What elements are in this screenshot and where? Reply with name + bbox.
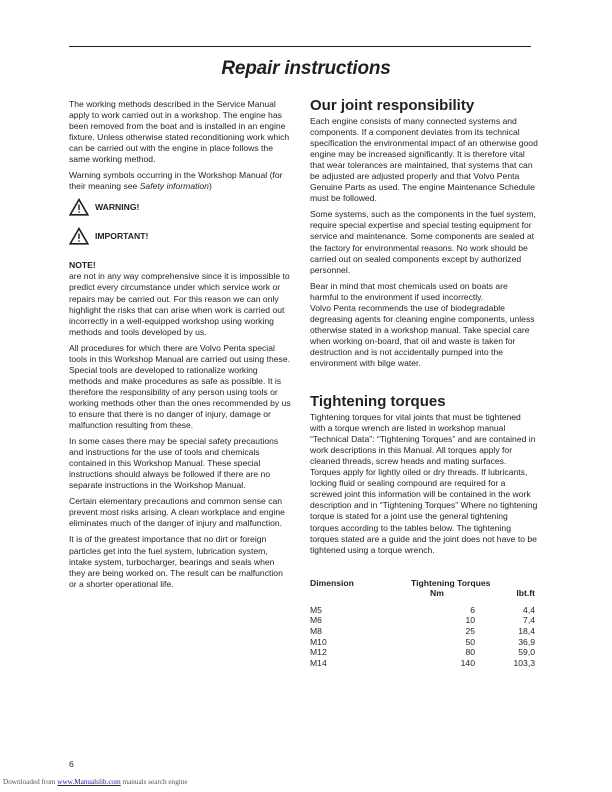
note-paragraph: are not in any way comprehensive since it is impossible to predict every circumstance under which service work or repairs may be carried out. For this reason we can only highlight the risks that can arise when work is carried out incorrectly in a well-equipped workshop using working methods and tools developed by us.: [69, 271, 290, 337]
footer-suffix: manuals search engine: [120, 778, 188, 786]
torque-table-subheader-row: [310, 588, 535, 599]
page-number: 6: [69, 759, 74, 769]
cell-lbft: 4,4: [523, 604, 535, 615]
tightening-torques-heading: Tightening torques: [310, 393, 446, 411]
header-nm: Nm: [430, 588, 444, 599]
warning-symbols-paragraph: [69, 170, 291, 192]
right-column: [310, 97, 538, 668]
footer-prefix: Downloaded from: [3, 778, 58, 786]
warning-triangle-icon: [69, 198, 89, 216]
common-sense-paragraph: Certain elementary precautions and common sense can prevent most risks arising. A clean workplace and engine eliminates much of the danger of injury and malfunction.: [69, 496, 285, 529]
special-tools-paragraph: All procedures for which there are Volvo Penta special tools in this Workshop Manual are carried out using these. Special tools are developed to rationalize working methods and make procedures as safe as possible. It is therefore the responsibility of any person using tools or working methods other than the ones recommended by us to ensure that there is no danger of injury, damage or malfunction resulting from these.: [69, 342, 291, 431]
cell-dimension: M10: [310, 636, 327, 647]
left-column: [69, 99, 291, 595]
table-row: [310, 658, 535, 669]
warning-symbols-text: Warning symbols occurring in the Workshop Manual (for their meaning see: [69, 170, 283, 192]
joint-paragraph-4: Volvo Penta recommends the use of biodegradable degreasing agents for cleaning engine components, unless otherwise stated in a workshop manual. Take special care when working on-board, that oil and waste is taken for destruction and is not accidentally pumped into the environment with bilge water.: [310, 302, 535, 368]
cell-lbft: 18,4: [518, 626, 535, 637]
cell-dimension: M5: [310, 604, 322, 615]
warning-label: WARNING!: [95, 201, 140, 212]
cell-nm: 140: [460, 657, 475, 668]
cell-lbft: 103,3: [513, 657, 535, 668]
table-row: [310, 615, 535, 626]
cell-dimension: M8: [310, 626, 322, 637]
table-row: [310, 626, 535, 637]
cell-lbft: 36,9: [518, 636, 535, 647]
table-row: [310, 605, 535, 616]
header-rule: [69, 46, 531, 47]
important-triangle-icon: [69, 227, 89, 245]
cleanliness-paragraph: It is of the greatest importance that no dirt or foreign particles get into the fuel system, lubrication system, intake system, turbocharger, bearings and seals when they are being worked on. The result can be malfunction or a shorter operational life.: [69, 534, 283, 589]
important-label: IMPORTANT!: [95, 230, 149, 241]
important-symbol-row: [69, 226, 291, 246]
table-row: [310, 647, 535, 658]
cell-dimension: M6: [310, 615, 322, 626]
cell-nm: 25: [465, 626, 475, 637]
cell-nm: 50: [465, 636, 475, 647]
safety-precautions-paragraph: In some cases there may be special safety precautions and instructions for the use of tools and chemicals contained in this Workshop Manual. These special instructions should always be followed if there are no separate instructions in the Workshop Manual.: [69, 436, 279, 491]
torque-table: [310, 578, 535, 669]
joint-responsibility-heading: Our joint responsibility: [310, 97, 475, 114]
cell-nm: 6: [470, 604, 475, 615]
cell-lbft: 59,0: [518, 647, 535, 658]
intro-paragraph: The working methods described in the Service Manual apply to work carried out in a workshop. The engine has been removed from the boat and is installed in an engine fixture. Unless otherwise stated reconditioning work which can be carried out with the engine in place follows the same working method.: [69, 99, 290, 165]
safety-information-reference: Safety information: [139, 181, 209, 192]
joint-paragraph-2: Some systems, such as the components in the fuel system, require special expertise and special testing equipment for service and maintenance. Some components are sealed at the factory for environmental reasons. No work should be carried out on sealed components except by authorized personnel.: [310, 209, 536, 275]
download-footer: [3, 778, 188, 786]
cell-dimension: M12: [310, 647, 327, 658]
cell-nm: 10: [465, 615, 475, 626]
note-label: NOTE!: [69, 260, 96, 271]
header-dimension: Dimension: [310, 577, 354, 588]
page-title: Repair instructions: [221, 58, 391, 79]
header-tightening-torques: Tightening Torques: [411, 577, 491, 588]
joint-paragraph-3: Bear in mind that most chemicals used on boats are harmful to the environment if used incorrectly.: [310, 280, 508, 302]
manualslib-link[interactable]: www.Manualslib.com: [57, 778, 121, 786]
table-row: [310, 637, 535, 648]
cell-nm: 80: [465, 647, 475, 658]
warning-symbols-end: ): [208, 181, 212, 192]
cell-lbft: 7,4: [523, 615, 535, 626]
header-lbft: lbt.ft: [516, 588, 535, 599]
tightening-torques-paragraph: Tightening torques for vital joints that must be tightened with a torque wrench are listed in workshop manual “Technical Data”: “Tightening Torques” and are contained in work descriptions in this Manual. All torques apply for cleaned threads, screw heads and mating surfaces. Torques apply for lightly oiled or dry threads. If lubricants, locking fluid or sealing compound are required for a screwed joint this information will be contained in the work description and in “Tightening Torques” Where no tightening torque is stated for a joint use the general tightening torques according to the tables below. The tightening torques stated are a guide and the joint does not have to be tightened using a torque wrench.: [310, 412, 538, 555]
joint-paragraph-1: Each engine consists of many connected systems and components. If a component deviates from its technical specification the environmental impact of an otherwise good engine may be increased significantly. It is therefore vital that wear tolerances are maintained, that systems that can be adjusted are adjusted properly and that Volvo Penta Genuine Parts as used. The engine Maintenance Schedule must be followed.: [310, 116, 538, 204]
warning-symbol-row: [69, 197, 291, 217]
cell-dimension: M14: [310, 657, 327, 668]
torque-table-header-row: [310, 578, 535, 589]
